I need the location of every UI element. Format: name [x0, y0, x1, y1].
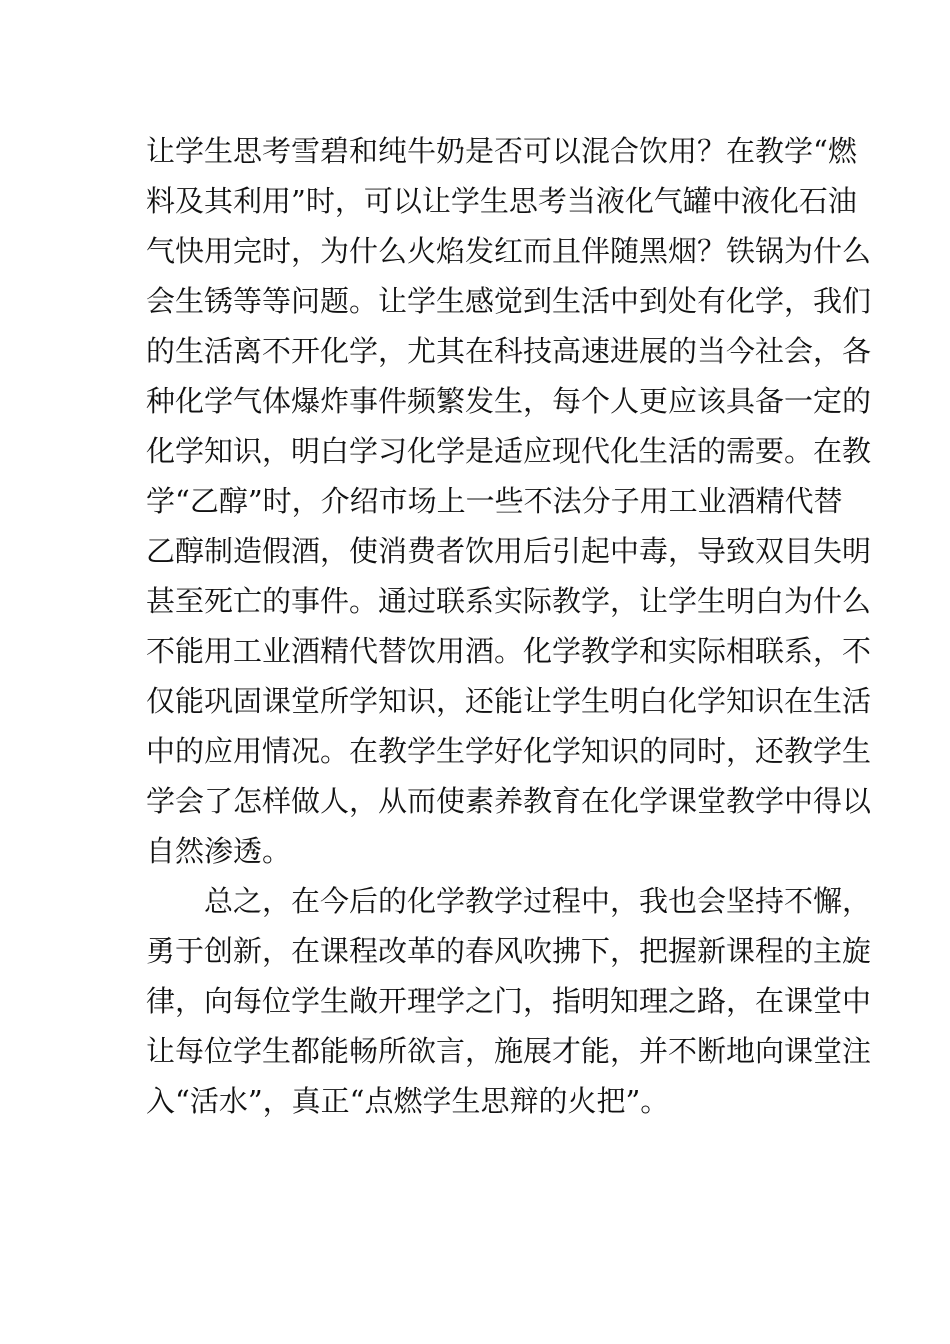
paragraph-end-line: 自然渗透。: [146, 834, 292, 868]
text-line: 的生活离不开化学，尤其在科技高速进展的当今社会，各: [146, 334, 872, 368]
text-line: 律，向每位学生敞开理学之门，指明知理之路，在课堂中: [146, 984, 872, 1018]
paragraph-first-line: 总之，在今后的化学教学过程中，我也会坚持不懈，: [204, 884, 872, 918]
text-line: 让每位学生都能畅所欲言，施展才能，并不断地向课堂注: [146, 1034, 872, 1068]
text-line: 乙醇制造假酒，使消费者饮用后引起中毒，导致双目失明: [146, 534, 872, 568]
text-line: 气快用完时，为什么火焰发红而且伴随黑烟？铁锅为什么: [146, 234, 872, 268]
paragraph-end-line: 入“活水”，真正“点燃学生思辩的火把”。: [146, 1084, 670, 1118]
body-text: [146, 126, 872, 1126]
text-line: 会生锈等等问题。让学生感觉到生活中到处有化学，我们: [146, 284, 872, 318]
text-line: 化学知识，明白学习化学是适应现代化生活的需要。在教: [146, 434, 872, 468]
text-line: 甚至死亡的事件。通过联系实际教学，让学生明白为什么: [146, 584, 872, 618]
text-line: 让学生思考雪碧和纯牛奶是否可以混合饮用？在教学“燃: [146, 134, 857, 168]
text-line: 不能用工业酒精代替饮用酒。化学教学和实际相联系，不: [146, 634, 872, 668]
text-line: 学“乙醇”时，介绍市场上一些不法分子用工业酒精代替: [146, 484, 843, 518]
text-line: 种化学气体爆炸事件频繁发生，每个人更应该具备一定的: [146, 384, 872, 418]
text-line: 中的应用情况。在教学生学好化学知识的同时，还教学生: [146, 734, 872, 768]
text-line: 料及其利用”时，可以让学生思考当液化气罐中液化石油: [146, 184, 857, 218]
text-line: 勇于创新，在课程改革的春风吹拂下，把握新课程的主旋: [146, 934, 872, 968]
text-line: 仅能巩固课堂所学知识，还能让学生明白化学知识在生活: [146, 684, 872, 718]
text-line: 学会了怎样做人，从而使素养教育在化学课堂教学中得以: [146, 784, 872, 818]
